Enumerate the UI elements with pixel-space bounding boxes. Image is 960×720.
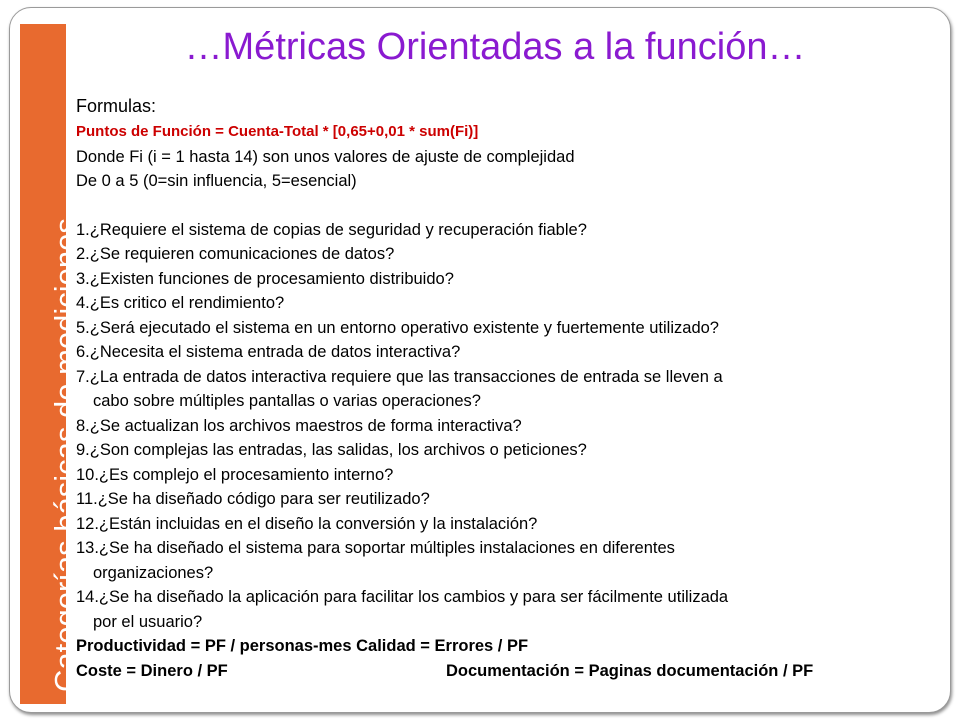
- question-item: 13.¿Se ha diseñado el sistema para soportar múltiples instalaciones en diferentes: [76, 539, 675, 557]
- side-label: Categorías básicas de mediciones: [48, 218, 83, 692]
- question-item: 9.¿Son complejas las entradas, las salidas, los archivos o peticiones?: [76, 441, 587, 459]
- question-item: 4.¿Es critico el rendimiento?: [76, 294, 285, 312]
- question-item: 8.¿Se actualizan los archivos maestros de forma interactiva?: [76, 416, 522, 435]
- question-item: 10.¿Es complejo el procesamiento interno?: [76, 465, 394, 484]
- function-points-formula: Puntos de Función = Cuenta-Total * [0,65+0,01 * sum(Fi)]: [76, 123, 479, 140]
- question-item: 5.¿Será ejecutado el sistema en un entorno operativo existente y fuertemente utilizado?: [76, 318, 719, 337]
- question-item: 6.¿Necesita el sistema entrada de datos interactiva?: [76, 343, 461, 361]
- question-item: 2.¿Se requieren comunicaciones de datos?: [76, 245, 395, 263]
- question-item: 12.¿Están incluidas en el diseño la conversión y la instalación?: [76, 514, 538, 533]
- question-item: 14.¿Se ha diseñado la aplicación para facilitar los cambios y para ser fácilmente utilizada: [76, 588, 729, 606]
- question-item: 3.¿Existen funciones de procesamiento distribuido?: [76, 269, 454, 288]
- question-item: 7.¿La entrada de datos interactiva requiere que las transacciones de entrada se lleven a: [76, 367, 723, 386]
- formulas-label: Formulas:: [76, 96, 157, 116]
- cost-formula: Coste = Dinero / PF: [76, 661, 228, 680]
- description-line: De 0 a 5 (0=sin influencia, 5=esencial): [76, 172, 357, 190]
- slide-title: …Métricas Orientadas a la función…: [184, 26, 806, 68]
- question-item-continuation: cabo sobre múltiples pantallas o varias operaciones?: [93, 392, 481, 410]
- description-line: Donde Fi (i = 1 hasta 14) son unos valores de ajuste de complejidad: [76, 147, 575, 166]
- question-item: 1.¿Requiere el sistema de copias de seguridad y recuperación fiable?: [76, 220, 587, 239]
- question-item: 11.¿Se ha diseñado código para ser reutilizado?: [76, 490, 430, 508]
- question-item-continuation: por el usuario?: [93, 612, 203, 631]
- documentation-formula: Documentación = Paginas documentación / PF: [446, 661, 814, 680]
- slide-content: [76, 92, 936, 683]
- cost-documentation-line: [76, 659, 936, 684]
- question-list: [76, 218, 936, 635]
- question-item-continuation: organizaciones?: [93, 563, 214, 582]
- side-band: [20, 24, 83, 704]
- spacer: [76, 194, 936, 218]
- productivity-quality-line: Productividad = PF / personas-mes Calidad = Errores / PF: [76, 637, 529, 655]
